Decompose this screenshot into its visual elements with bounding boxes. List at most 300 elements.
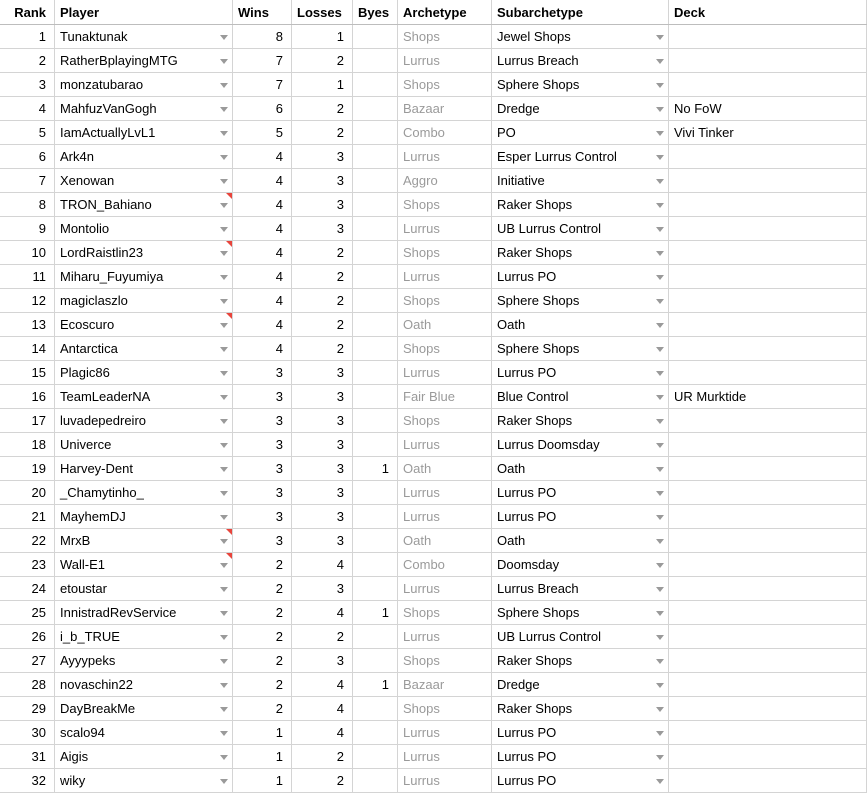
cell-deck[interactable] bbox=[669, 553, 867, 577]
cell-byes[interactable] bbox=[353, 697, 398, 721]
cell-losses[interactable] bbox=[292, 673, 353, 697]
cell-wins[interactable] bbox=[233, 745, 292, 769]
cell-rank[interactable] bbox=[0, 121, 55, 145]
cell-rank[interactable] bbox=[0, 313, 55, 337]
cell-wins[interactable] bbox=[233, 673, 292, 697]
cell-rank[interactable] bbox=[0, 721, 55, 745]
cell-byes[interactable] bbox=[353, 457, 398, 481]
cell-player[interactable] bbox=[55, 529, 233, 553]
cell-player[interactable] bbox=[55, 289, 233, 313]
cell-wins[interactable] bbox=[233, 505, 292, 529]
cell-deck[interactable] bbox=[669, 505, 867, 529]
cell-wins[interactable] bbox=[233, 145, 292, 169]
cell-rank[interactable] bbox=[0, 337, 55, 361]
cell-rank[interactable] bbox=[0, 97, 55, 121]
player-value: Plagic86 bbox=[60, 365, 110, 380]
cell-wins[interactable] bbox=[233, 409, 292, 433]
cell-losses[interactable] bbox=[292, 313, 353, 337]
cell-byes[interactable] bbox=[353, 577, 398, 601]
cell-player[interactable] bbox=[55, 601, 233, 625]
cell-byes[interactable] bbox=[353, 505, 398, 529]
cell-wins[interactable] bbox=[233, 553, 292, 577]
cell-byes[interactable] bbox=[353, 745, 398, 769]
cell-rank[interactable] bbox=[0, 49, 55, 73]
cell-subarchetype[interactable] bbox=[492, 673, 669, 697]
subarchetype-value: Sphere Shops bbox=[497, 293, 580, 308]
cell-subarchetype[interactable] bbox=[492, 145, 669, 169]
cell-deck[interactable] bbox=[669, 601, 867, 625]
cell-deck[interactable] bbox=[669, 457, 867, 481]
cell-byes[interactable] bbox=[353, 409, 398, 433]
cell-deck[interactable] bbox=[669, 769, 867, 793]
cell-losses[interactable] bbox=[292, 385, 353, 409]
cell-rank[interactable] bbox=[0, 481, 55, 505]
cell-losses[interactable] bbox=[292, 361, 353, 385]
cell-subarchetype[interactable] bbox=[492, 769, 669, 793]
rank-value: 9 bbox=[38, 221, 46, 236]
cell-byes[interactable] bbox=[353, 289, 398, 313]
cell-player[interactable] bbox=[55, 385, 233, 409]
cell-subarchetype[interactable] bbox=[492, 433, 669, 457]
cell-subarchetype[interactable] bbox=[492, 529, 669, 553]
cell-losses[interactable] bbox=[292, 721, 353, 745]
cell-player[interactable] bbox=[55, 361, 233, 385]
cell-deck[interactable] bbox=[669, 529, 867, 553]
cell-archetype[interactable] bbox=[398, 769, 492, 793]
cell-rank[interactable] bbox=[0, 601, 55, 625]
cell-deck[interactable] bbox=[669, 241, 867, 265]
archetype-value: Shops bbox=[403, 77, 440, 92]
cell-player[interactable] bbox=[55, 553, 233, 577]
cell-player[interactable] bbox=[55, 217, 233, 241]
cell-player[interactable] bbox=[55, 73, 233, 97]
rank-value: 3 bbox=[38, 77, 46, 92]
cell-subarchetype[interactable] bbox=[492, 409, 669, 433]
cell-archetype[interactable] bbox=[398, 25, 492, 49]
subarchetype-value: Lurrus PO bbox=[497, 773, 557, 788]
column-header-rank-label: Rank bbox=[14, 4, 46, 20]
cell-losses[interactable] bbox=[292, 505, 353, 529]
cell-archetype[interactable] bbox=[398, 265, 492, 289]
cell-byes[interactable] bbox=[353, 145, 398, 169]
cell-player[interactable] bbox=[55, 433, 233, 457]
cell-subarchetype[interactable] bbox=[492, 289, 669, 313]
cell-byes[interactable] bbox=[353, 601, 398, 625]
cell-deck[interactable] bbox=[669, 265, 867, 289]
cell-archetype[interactable] bbox=[398, 289, 492, 313]
cell-wins[interactable] bbox=[233, 49, 292, 73]
cell-subarchetype[interactable] bbox=[492, 73, 669, 97]
cell-byes[interactable] bbox=[353, 193, 398, 217]
cell-wins[interactable] bbox=[233, 121, 292, 145]
cell-wins[interactable] bbox=[233, 97, 292, 121]
losses-value: 3 bbox=[336, 581, 344, 596]
cell-wins[interactable] bbox=[233, 649, 292, 673]
cell-subarchetype[interactable] bbox=[492, 193, 669, 217]
cell-deck[interactable] bbox=[669, 433, 867, 457]
cell-wins[interactable] bbox=[233, 601, 292, 625]
cell-byes[interactable] bbox=[353, 721, 398, 745]
cell-deck[interactable] bbox=[669, 649, 867, 673]
archetype-value: Fair Blue bbox=[403, 389, 456, 404]
cell-archetype[interactable] bbox=[398, 673, 492, 697]
cell-player[interactable] bbox=[55, 577, 233, 601]
cell-deck[interactable] bbox=[669, 73, 867, 97]
cell-losses[interactable] bbox=[292, 169, 353, 193]
cell-deck[interactable] bbox=[669, 217, 867, 241]
cell-losses[interactable] bbox=[292, 289, 353, 313]
cell-subarchetype[interactable] bbox=[492, 217, 669, 241]
cell-rank[interactable] bbox=[0, 553, 55, 577]
cell-rank[interactable] bbox=[0, 73, 55, 97]
column-header-archetype[interactable] bbox=[398, 0, 492, 25]
cell-deck[interactable] bbox=[669, 121, 867, 145]
cell-rank[interactable] bbox=[0, 745, 55, 769]
cell-archetype[interactable] bbox=[398, 49, 492, 73]
cell-rank[interactable] bbox=[0, 241, 55, 265]
cell-subarchetype[interactable] bbox=[492, 121, 669, 145]
cell-deck[interactable] bbox=[669, 193, 867, 217]
cell-losses[interactable] bbox=[292, 241, 353, 265]
cell-archetype[interactable] bbox=[398, 457, 492, 481]
cell-deck[interactable] bbox=[669, 409, 867, 433]
cell-rank[interactable] bbox=[0, 697, 55, 721]
cell-subarchetype[interactable] bbox=[492, 97, 669, 121]
player-value: etoustar bbox=[60, 581, 107, 596]
cell-wins[interactable] bbox=[233, 529, 292, 553]
cell-archetype[interactable] bbox=[398, 313, 492, 337]
cell-archetype[interactable] bbox=[398, 649, 492, 673]
cell-subarchetype[interactable] bbox=[492, 169, 669, 193]
cell-deck[interactable] bbox=[669, 361, 867, 385]
column-header-wins[interactable] bbox=[233, 0, 292, 25]
cell-subarchetype[interactable] bbox=[492, 25, 669, 49]
cell-deck[interactable] bbox=[669, 673, 867, 697]
cell-player[interactable] bbox=[55, 673, 233, 697]
cell-rank[interactable] bbox=[0, 25, 55, 49]
subarchetype-value: Raker Shops bbox=[497, 197, 573, 212]
cell-deck[interactable] bbox=[669, 169, 867, 193]
column-header-player[interactable] bbox=[55, 0, 233, 25]
cell-player[interactable] bbox=[55, 193, 233, 217]
cell-subarchetype[interactable] bbox=[492, 601, 669, 625]
cell-losses[interactable] bbox=[292, 217, 353, 241]
cell-archetype[interactable] bbox=[398, 145, 492, 169]
cell-archetype[interactable] bbox=[398, 529, 492, 553]
cell-byes[interactable] bbox=[353, 265, 398, 289]
column-header-byes[interactable] bbox=[353, 0, 398, 25]
cell-wins[interactable] bbox=[233, 577, 292, 601]
cell-byes[interactable] bbox=[353, 529, 398, 553]
cell-archetype[interactable] bbox=[398, 409, 492, 433]
cell-byes[interactable] bbox=[353, 313, 398, 337]
cell-byes[interactable] bbox=[353, 25, 398, 49]
losses-value: 3 bbox=[336, 365, 344, 380]
cell-wins[interactable] bbox=[233, 169, 292, 193]
cell-losses[interactable] bbox=[292, 433, 353, 457]
player-value: Antarctica bbox=[60, 341, 118, 356]
cell-rank[interactable] bbox=[0, 409, 55, 433]
cell-subarchetype[interactable] bbox=[492, 385, 669, 409]
cell-losses[interactable] bbox=[292, 337, 353, 361]
cell-archetype[interactable] bbox=[398, 745, 492, 769]
cell-losses[interactable] bbox=[292, 649, 353, 673]
cell-losses[interactable] bbox=[292, 601, 353, 625]
cell-deck[interactable] bbox=[669, 721, 867, 745]
cell-wins[interactable] bbox=[233, 361, 292, 385]
cell-subarchetype[interactable] bbox=[492, 313, 669, 337]
cell-archetype[interactable] bbox=[398, 553, 492, 577]
cell-subarchetype[interactable] bbox=[492, 49, 669, 73]
cell-wins[interactable] bbox=[233, 337, 292, 361]
cell-archetype[interactable] bbox=[398, 625, 492, 649]
losses-value: 2 bbox=[336, 749, 344, 764]
cell-subarchetype[interactable] bbox=[492, 481, 669, 505]
cell-archetype[interactable] bbox=[398, 433, 492, 457]
cell-archetype[interactable] bbox=[398, 577, 492, 601]
column-header-rank[interactable] bbox=[0, 0, 55, 25]
cell-rank[interactable] bbox=[0, 169, 55, 193]
cell-byes[interactable] bbox=[353, 385, 398, 409]
table-row bbox=[0, 649, 867, 673]
cell-deck[interactable] bbox=[669, 25, 867, 49]
cell-losses[interactable] bbox=[292, 457, 353, 481]
cell-losses[interactable] bbox=[292, 193, 353, 217]
cell-player[interactable] bbox=[55, 697, 233, 721]
cell-wins[interactable] bbox=[233, 241, 292, 265]
cell-subarchetype[interactable] bbox=[492, 505, 669, 529]
subarchetype-value: Oath bbox=[497, 533, 526, 548]
cell-player[interactable] bbox=[55, 97, 233, 121]
cell-rank[interactable] bbox=[0, 193, 55, 217]
cell-player[interactable] bbox=[55, 49, 233, 73]
cell-losses[interactable] bbox=[292, 697, 353, 721]
cell-byes[interactable] bbox=[353, 241, 398, 265]
cell-player[interactable] bbox=[55, 241, 233, 265]
cell-archetype[interactable] bbox=[398, 601, 492, 625]
wins-value: 2 bbox=[275, 701, 283, 716]
cell-archetype[interactable] bbox=[398, 481, 492, 505]
table-row bbox=[0, 697, 867, 721]
cell-subarchetype[interactable] bbox=[492, 553, 669, 577]
cell-archetype[interactable] bbox=[398, 697, 492, 721]
cell-deck[interactable] bbox=[669, 745, 867, 769]
cell-losses[interactable] bbox=[292, 25, 353, 49]
cell-player[interactable] bbox=[55, 337, 233, 361]
cell-deck[interactable] bbox=[669, 313, 867, 337]
column-header-losses[interactable] bbox=[292, 0, 353, 25]
cell-byes[interactable] bbox=[353, 49, 398, 73]
cell-player[interactable] bbox=[55, 649, 233, 673]
column-header-subarchetype[interactable] bbox=[492, 0, 669, 25]
cell-archetype[interactable] bbox=[398, 721, 492, 745]
cell-losses[interactable] bbox=[292, 145, 353, 169]
cell-losses[interactable] bbox=[292, 73, 353, 97]
cell-archetype[interactable] bbox=[398, 121, 492, 145]
cell-wins[interactable] bbox=[233, 73, 292, 97]
cell-losses[interactable] bbox=[292, 409, 353, 433]
cell-rank[interactable] bbox=[0, 433, 55, 457]
cell-wins[interactable] bbox=[233, 313, 292, 337]
cell-byes[interactable] bbox=[353, 625, 398, 649]
cell-wins[interactable] bbox=[233, 217, 292, 241]
cell-byes[interactable] bbox=[353, 361, 398, 385]
cell-byes[interactable] bbox=[353, 73, 398, 97]
cell-subarchetype[interactable] bbox=[492, 625, 669, 649]
cell-rank[interactable] bbox=[0, 673, 55, 697]
cell-subarchetype[interactable] bbox=[492, 265, 669, 289]
cell-archetype[interactable] bbox=[398, 337, 492, 361]
cell-subarchetype[interactable] bbox=[492, 745, 669, 769]
cell-rank[interactable] bbox=[0, 217, 55, 241]
cell-rank[interactable] bbox=[0, 457, 55, 481]
cell-wins[interactable] bbox=[233, 265, 292, 289]
cell-rank[interactable] bbox=[0, 265, 55, 289]
cell-player[interactable] bbox=[55, 313, 233, 337]
cell-wins[interactable] bbox=[233, 697, 292, 721]
cell-wins[interactable] bbox=[233, 625, 292, 649]
cell-archetype[interactable] bbox=[398, 361, 492, 385]
archetype-value: Shops bbox=[403, 245, 440, 260]
cell-player[interactable] bbox=[55, 25, 233, 49]
archetype-value: Lurrus bbox=[403, 437, 440, 452]
cell-player[interactable] bbox=[55, 625, 233, 649]
cell-wins[interactable] bbox=[233, 25, 292, 49]
cell-losses[interactable] bbox=[292, 745, 353, 769]
archetype-value: Shops bbox=[403, 701, 440, 716]
cell-rank[interactable] bbox=[0, 361, 55, 385]
cell-deck[interactable] bbox=[669, 337, 867, 361]
cell-subarchetype[interactable] bbox=[492, 649, 669, 673]
cell-wins[interactable] bbox=[233, 193, 292, 217]
cell-player[interactable] bbox=[55, 481, 233, 505]
cell-archetype[interactable] bbox=[398, 73, 492, 97]
cell-rank[interactable] bbox=[0, 577, 55, 601]
cell-wins[interactable] bbox=[233, 721, 292, 745]
cell-rank[interactable] bbox=[0, 505, 55, 529]
cell-losses[interactable] bbox=[292, 553, 353, 577]
subarchetype-value: Oath bbox=[497, 461, 526, 476]
rank-value: 22 bbox=[31, 533, 46, 548]
cell-rank[interactable] bbox=[0, 649, 55, 673]
cell-player[interactable] bbox=[55, 265, 233, 289]
cell-archetype[interactable] bbox=[398, 217, 492, 241]
cell-losses[interactable] bbox=[292, 121, 353, 145]
cell-deck[interactable] bbox=[669, 481, 867, 505]
cell-byes[interactable] bbox=[353, 169, 398, 193]
cell-deck[interactable] bbox=[669, 97, 867, 121]
cell-losses[interactable] bbox=[292, 625, 353, 649]
cell-deck[interactable] bbox=[669, 577, 867, 601]
cell-rank[interactable] bbox=[0, 625, 55, 649]
cell-subarchetype[interactable] bbox=[492, 241, 669, 265]
comment-flag-icon[interactable] bbox=[226, 553, 232, 559]
cell-archetype[interactable] bbox=[398, 169, 492, 193]
cell-byes[interactable] bbox=[353, 769, 398, 793]
cell-archetype[interactable] bbox=[398, 193, 492, 217]
cell-deck[interactable] bbox=[669, 625, 867, 649]
table-row bbox=[0, 313, 867, 337]
cell-archetype[interactable] bbox=[398, 385, 492, 409]
cell-losses[interactable] bbox=[292, 769, 353, 793]
cell-player[interactable] bbox=[55, 505, 233, 529]
cell-rank[interactable] bbox=[0, 385, 55, 409]
table-row bbox=[0, 25, 867, 49]
wins-value: 7 bbox=[275, 77, 283, 92]
cell-wins[interactable] bbox=[233, 481, 292, 505]
cell-deck[interactable] bbox=[669, 145, 867, 169]
cell-player[interactable] bbox=[55, 409, 233, 433]
comment-flag-icon[interactable] bbox=[226, 529, 232, 535]
subarchetype-value: Lurrus Breach bbox=[497, 581, 579, 596]
cell-player[interactable] bbox=[55, 169, 233, 193]
cell-player[interactable] bbox=[55, 145, 233, 169]
cell-losses[interactable] bbox=[292, 481, 353, 505]
cell-byes[interactable] bbox=[353, 673, 398, 697]
cell-rank[interactable] bbox=[0, 769, 55, 793]
cell-deck[interactable] bbox=[669, 289, 867, 313]
cell-subarchetype[interactable] bbox=[492, 697, 669, 721]
cell-wins[interactable] bbox=[233, 433, 292, 457]
table-row bbox=[0, 769, 867, 793]
cell-deck[interactable] bbox=[669, 697, 867, 721]
cell-byes[interactable] bbox=[353, 337, 398, 361]
cell-player[interactable] bbox=[55, 745, 233, 769]
cell-losses[interactable] bbox=[292, 577, 353, 601]
cell-losses[interactable] bbox=[292, 97, 353, 121]
cell-byes[interactable] bbox=[353, 121, 398, 145]
cell-archetype[interactable] bbox=[398, 241, 492, 265]
cell-player[interactable] bbox=[55, 721, 233, 745]
cell-byes[interactable] bbox=[353, 433, 398, 457]
cell-wins[interactable] bbox=[233, 457, 292, 481]
cell-player[interactable] bbox=[55, 457, 233, 481]
cell-wins[interactable] bbox=[233, 769, 292, 793]
cell-subarchetype[interactable] bbox=[492, 337, 669, 361]
cell-byes[interactable] bbox=[353, 481, 398, 505]
cell-rank[interactable] bbox=[0, 529, 55, 553]
cell-losses[interactable] bbox=[292, 529, 353, 553]
cell-player[interactable] bbox=[55, 769, 233, 793]
cell-rank[interactable] bbox=[0, 289, 55, 313]
cell-subarchetype[interactable] bbox=[492, 457, 669, 481]
cell-subarchetype[interactable] bbox=[492, 721, 669, 745]
comment-flag-icon[interactable] bbox=[226, 313, 232, 319]
cell-archetype[interactable] bbox=[398, 505, 492, 529]
comment-flag-icon[interactable] bbox=[226, 241, 232, 247]
rank-value: 17 bbox=[31, 413, 46, 428]
cell-wins[interactable] bbox=[233, 289, 292, 313]
cell-deck[interactable] bbox=[669, 385, 867, 409]
cell-byes[interactable] bbox=[353, 97, 398, 121]
cell-subarchetype[interactable] bbox=[492, 361, 669, 385]
comment-flag-icon[interactable] bbox=[226, 193, 232, 199]
cell-subarchetype[interactable] bbox=[492, 577, 669, 601]
wins-value: 6 bbox=[275, 101, 283, 116]
cell-wins[interactable] bbox=[233, 385, 292, 409]
cell-player[interactable] bbox=[55, 121, 233, 145]
player-value: _Chamytinho_ bbox=[60, 485, 144, 500]
cell-byes[interactable] bbox=[353, 649, 398, 673]
cell-deck[interactable] bbox=[669, 49, 867, 73]
cell-archetype[interactable] bbox=[398, 97, 492, 121]
cell-rank[interactable] bbox=[0, 145, 55, 169]
cell-losses[interactable] bbox=[292, 49, 353, 73]
cell-byes[interactable] bbox=[353, 217, 398, 241]
cell-byes[interactable] bbox=[353, 553, 398, 577]
column-header-deck[interactable] bbox=[669, 0, 867, 25]
cell-losses[interactable] bbox=[292, 265, 353, 289]
